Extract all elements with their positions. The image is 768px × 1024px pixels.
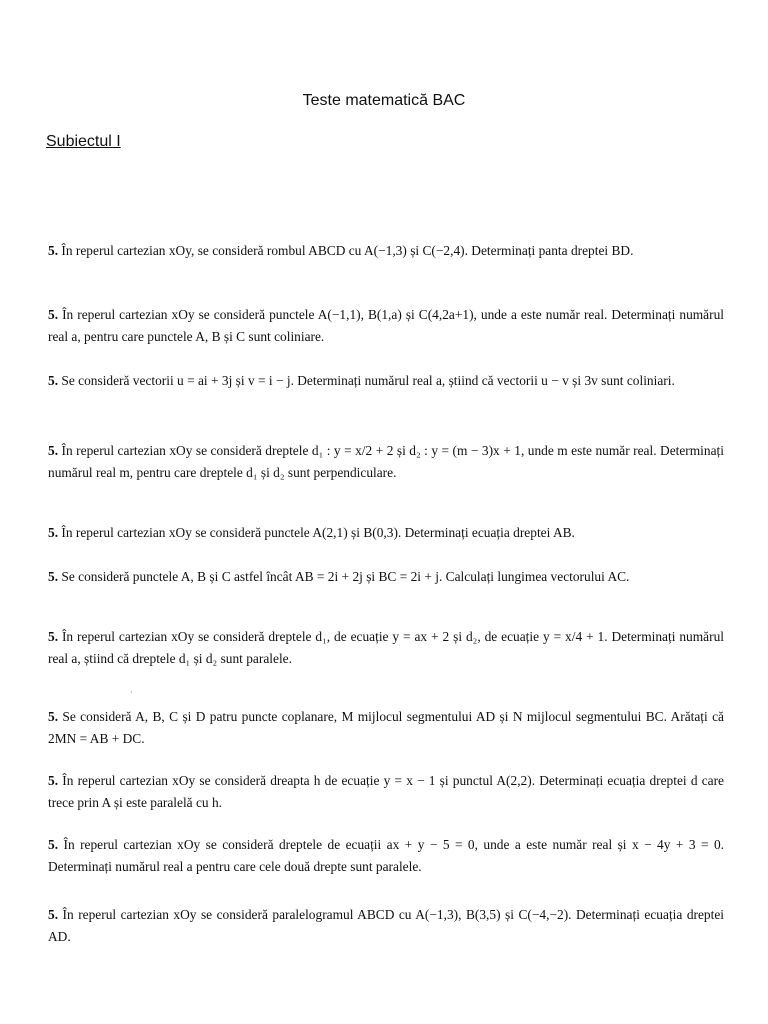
problem-number: 5.	[48, 837, 59, 852]
problem-number: 5.	[48, 243, 59, 258]
problem-item	[48, 566, 724, 588]
stray-mark: ·	[130, 688, 133, 697]
problem-number: 5.	[48, 373, 59, 388]
problem-text: Se consideră vectorii u = ai + 3j și v = i − j. Determinați numărul real a, știind că vectorii u − v și 3v sunt coliniari.	[61, 373, 675, 388]
problem-item	[48, 706, 724, 750]
page-title: Teste matematică BAC	[302, 92, 466, 109]
problem-text: În reperul cartezian xOy, se consideră rombul ABCD cu A(−1,3) și C(−2,4). Determinați panta dreptei BD.	[61, 243, 634, 258]
problem-text: În reperul cartezian xOy se consideră punctele A(2,1) și B(0,3). Determinați ecuația dreptei AB.	[61, 525, 575, 540]
problem-text: În reperul cartezian xOy se consideră dreapta h de ecuație y = x − 1 și punctul A(2,2). Determinați ecuația dreptei d care trece prin A și este paralelă cu h.	[48, 773, 724, 810]
problem-number: 5.	[48, 907, 59, 922]
section-heading: Subiectul I	[46, 133, 121, 150]
problem-item	[48, 770, 724, 814]
problem-number: 5.	[48, 525, 59, 540]
problem-number: 5.	[48, 629, 59, 644]
problem-text: Se consideră A, B, C și D patru puncte coplanare, M mijlocul segmentului AD și N mijlocul segmentului BC. Arătați că 2MN = AB + DC.	[48, 709, 724, 746]
problem-item	[48, 240, 724, 262]
problem-text: În reperul cartezian xOy se consideră paralelogramul ABCD cu A(−1,3), B(3,5) și C(−4,−2). Determinați ecuația dreptei AD.	[48, 907, 724, 944]
problem-item	[48, 440, 724, 484]
problem-text: În reperul cartezian xOy se consideră dreptele d₁, de ecuație y = ax + 2 și d₂, de ecuație y = x/4 + 1. Determinați numărul real a, știind că dreptele d₁ și d₂ sunt paralele.	[48, 629, 724, 666]
problem-number: 5.	[48, 773, 59, 788]
problem-text: În reperul cartezian xOy se consideră dreptele de ecuații ax + y − 5 = 0, unde a este număr real și x − 4y + 3 = 0. Determinați numărul real a pentru care cele două drepte sunt paralele.	[48, 837, 724, 874]
problem-number: 5.	[48, 307, 59, 322]
problem-item	[48, 304, 724, 348]
problem-item	[48, 904, 724, 948]
problem-item	[48, 370, 724, 392]
problem-number: 5.	[48, 709, 59, 724]
problem-item	[48, 626, 724, 670]
problem-number: 5.	[48, 443, 59, 458]
problem-item	[48, 834, 724, 878]
problem-text: În reperul cartezian xOy se consideră dreptele d₁ : y = x/2 + 2 și d₂ : y = (m − 3)x + 1, unde m este număr real. Determinați numărul real m, pentru care dreptele d₁ și d₂ sunt perpendiculare.	[48, 443, 724, 480]
problem-text: În reperul cartezian xOy se consideră punctele A(−1,1), B(1,a) și C(4,2a+1), unde a este număr real. Determinați numărul real a, pentru care punctele A, B și C sunt coliniare.	[48, 307, 724, 344]
problem-number: 5.	[48, 569, 59, 584]
problem-text: Se consideră punctele A, B și C astfel încât AB = 2i + 2j și BC = 2i + j. Calculați lungimea vectorului AC.	[61, 569, 630, 584]
problem-item	[48, 522, 724, 544]
